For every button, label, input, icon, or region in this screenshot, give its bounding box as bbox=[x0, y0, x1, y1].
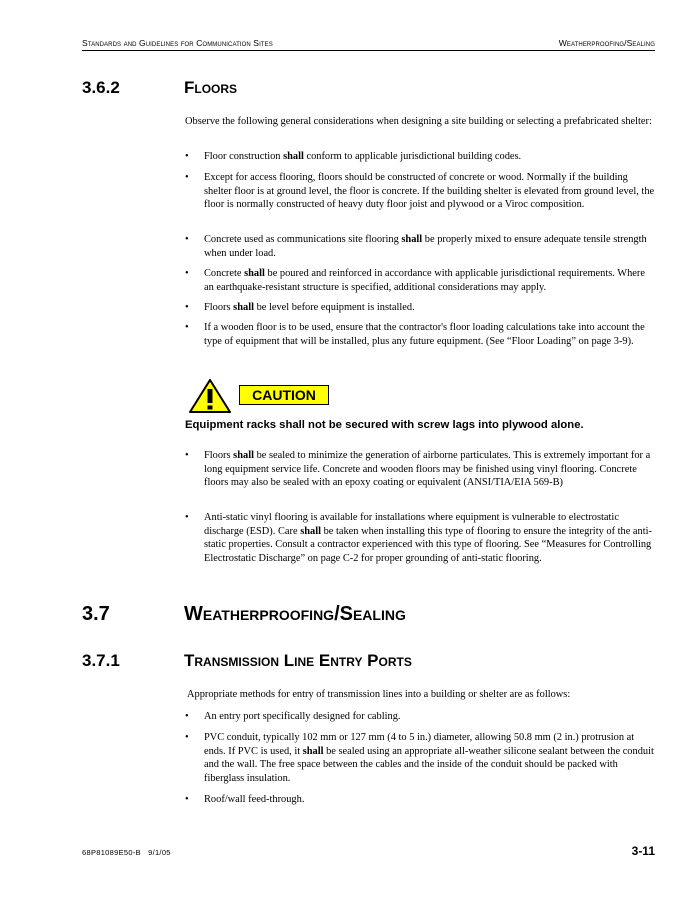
footer-doc-id bbox=[82, 848, 171, 857]
bullet-glyph: • bbox=[185, 234, 189, 245]
bullet-item: • If a wooden floor is to be used, ensure that the contractor's floor loading calculations take into account the type of equipment that will be installed, plus any future equipment. (See “Floor Loading” on page 3-9). bbox=[185, 322, 645, 347]
bullet-item: • An entry port specifically designed for cabling. bbox=[185, 711, 401, 722]
bullet-glyph: • bbox=[185, 512, 189, 523]
header-doc-title: Standards and Guidelines for Communication Sites bbox=[82, 38, 273, 48]
header-section-title: Weatherproofing/Sealing bbox=[558, 38, 655, 48]
bullet-item: • Concrete used as communications site flooring shall be properly mixed to ensure adequate tensile strength when under load. bbox=[185, 234, 647, 259]
bullet-glyph: • bbox=[185, 322, 189, 333]
bullet-item: • Except for access flooring, floors should be constructed of concrete or wood. Normally if the building shelter floor is at ground level, the floor is concrete. If the building shelter is elevated from ground level, the floor is normally constructed of heavy duty floor joist and plywood or a Viroc composition. bbox=[185, 172, 655, 211]
section-number: 3.6.2 bbox=[82, 78, 120, 97]
bullet-glyph: • bbox=[185, 732, 189, 743]
bullet-item: • Concrete shall be poured and reinforced in accordance with applicable jurisdictional requirements. Where an earthquake-resistant structure is specified, additional considerations may apply. bbox=[185, 268, 645, 293]
bullet-item: • Floor construction shall conform to applicable jurisdictional building codes. bbox=[185, 151, 522, 162]
section-title: Weatherproofing/Sealing bbox=[184, 603, 406, 625]
bullet-item: • PVC conduit, typically 102 mm or 127 mm (4 to 5 in.) diameter, allowing 50.8 mm (2 in.) protrusion at ends. If PVC is used, it shall be sealed using an appropriate all-weather silicone sealant between the conduit and the wall. The free space between the cables and the inside of the conduit should be packed with fiberglass insulation. bbox=[185, 732, 654, 784]
footer-doc-number: 68P81089E50-B bbox=[82, 848, 141, 857]
section-number: 3.7.1 bbox=[82, 651, 120, 670]
bullet-glyph: • bbox=[185, 450, 189, 461]
bullet-glyph: • bbox=[185, 268, 189, 279]
transmission-intro: Appropriate methods for entry of transmission lines into a building or shelter are as follows: bbox=[187, 689, 571, 700]
section-title: Floors bbox=[184, 78, 238, 97]
bullet-glyph: • bbox=[185, 302, 189, 313]
bullet-glyph: • bbox=[185, 151, 189, 162]
section-title: Transmission Line Entry Ports bbox=[184, 651, 412, 670]
bullet-item: • Roof/wall feed-through. bbox=[185, 794, 305, 805]
page-number: 3-11 bbox=[631, 844, 655, 858]
header-rule bbox=[82, 50, 655, 51]
section-number: 3.7 bbox=[82, 603, 110, 625]
caution-note: Equipment racks shall not be secured with screw lags into plywood alone. bbox=[185, 419, 584, 431]
bullet-item: • Floors shall be sealed to minimize the generation of airborne particulates. This is extremely important for a long equipment service life. Concrete and wooden floors may be finished using vinyl flooring. Concrete floors may also be sealed with an epoxy coating or equivalent (ANSI/TIA/EIA 569-B) bbox=[185, 450, 651, 489]
caution-badge: CAUTION bbox=[239, 385, 329, 405]
bullet-item: • Floors shall be level before equipment is installed. bbox=[185, 302, 415, 313]
bullet-item: • Anti-static vinyl flooring is available for installations where equipment is vulnerable to electrostatic discharge (ESD). Care shall be taken when installing this type of flooring to ensure the integrity of the anti-static properties. Consult a contractor experienced with this type of flooring. See “Measures for Controlling Electrostatic Discharge” on page C-2 for proper grounding of anti-static flooring. bbox=[185, 512, 652, 564]
warning-triangle-icon bbox=[188, 378, 232, 414]
bullet-glyph: • bbox=[185, 172, 189, 183]
floors-intro: Observe the following general considerations when designing a site building or selecting a prefabricated shelter: bbox=[185, 116, 652, 127]
bullet-glyph: • bbox=[185, 711, 189, 722]
footer-date: 9/1/05 bbox=[148, 848, 171, 857]
bullet-glyph: • bbox=[185, 794, 189, 805]
